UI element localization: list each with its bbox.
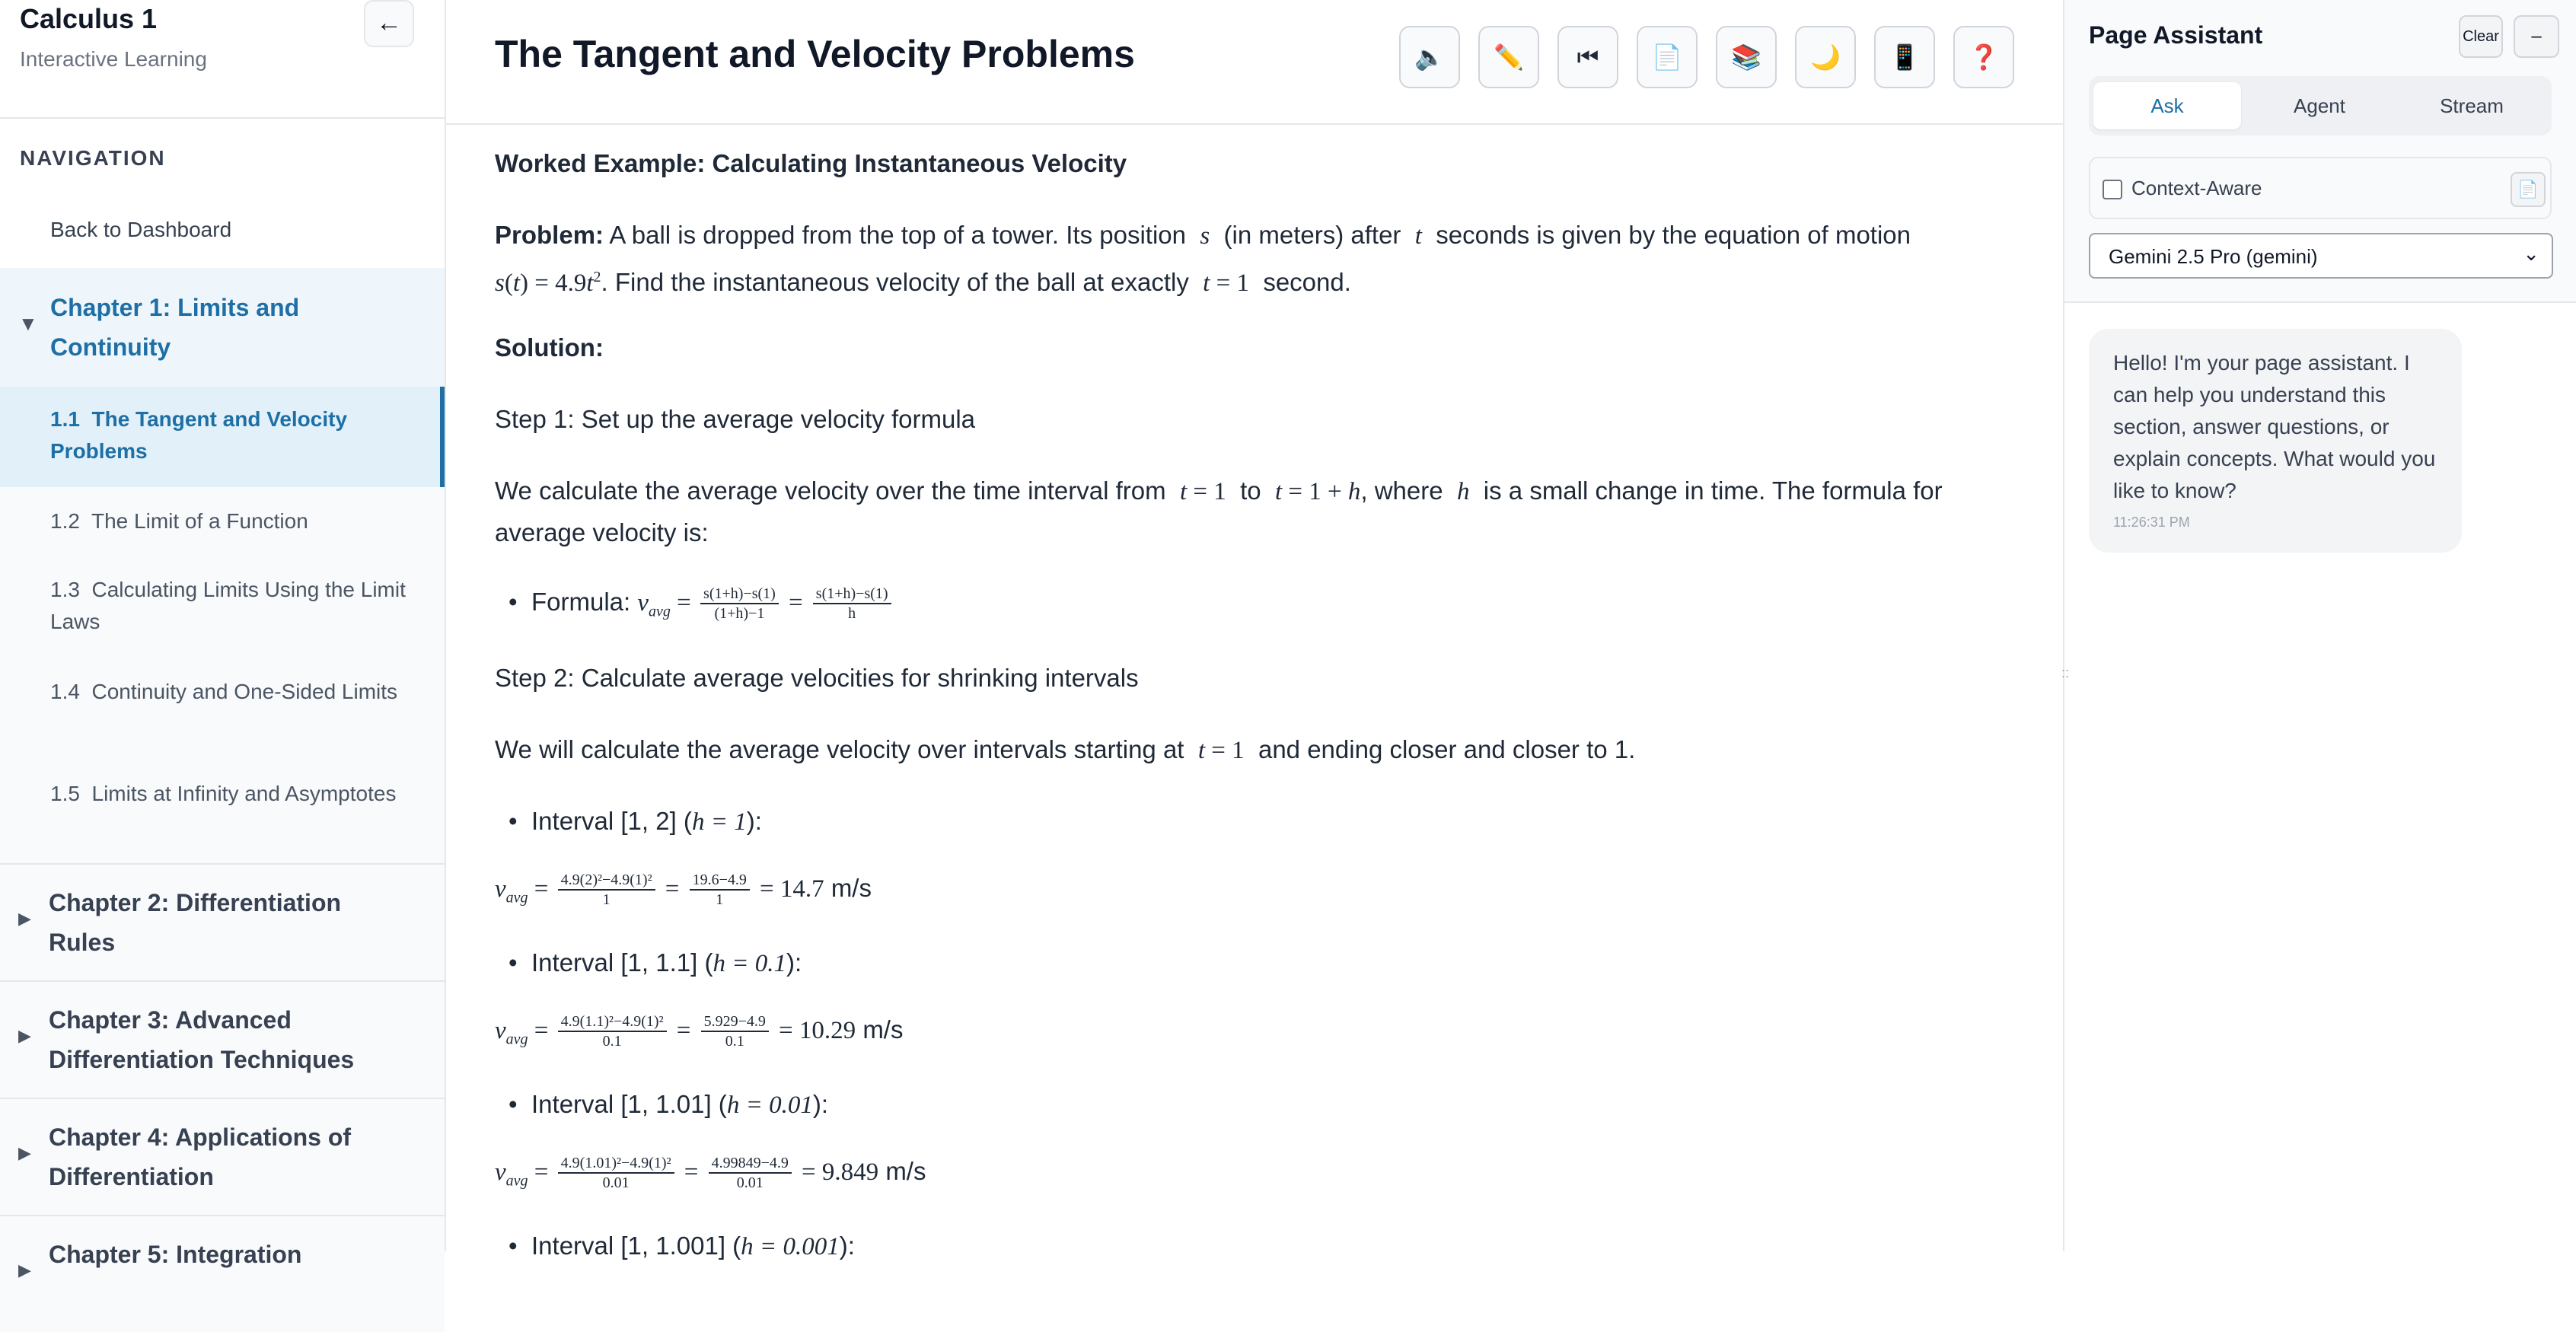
chevron-down-icon: ⌄ (2523, 242, 2539, 265)
sidebar-item-section-1-4[interactable] (0, 658, 445, 760)
collapse-sidebar-button[interactable] (364, 0, 414, 47)
chapter-1-title: Chapter 1: Limits and Continuity (50, 294, 300, 361)
interval-computation: $v_{avg}$ = $\frac{\text{4.9(2)²−4.9(1)²}}{1}$ = $\frac{19.6-4.9}{1}$ = 14.7 m/s (495, 872, 872, 909)
step-1-heading: Step 1: Set up the average velocity formula (495, 405, 976, 433)
caret-right-icon: ▶ (18, 1026, 31, 1045)
arrow-left-icon: ← (376, 8, 402, 37)
sidebar-item-section-1-2[interactable] (0, 487, 445, 556)
sidebar-item-section-1-3[interactable] (0, 556, 445, 658)
section-title: Continuity and One-Sided Limits (91, 680, 398, 703)
app-title: Calculus 1 (20, 3, 158, 34)
main-content (446, 0, 2063, 1260)
page-assistant-panel (2063, 0, 2576, 1251)
assistant-message-text: Hello! I'm your page assistant. I can help you understand this section, answer questions, or explain concepts. What would you like to know? (2113, 351, 2436, 502)
section-title: Calculating Limits Using the Limit Laws (50, 578, 406, 633)
model-select-value: Gemini 2.5 Pro (gemini) (2109, 245, 2318, 268)
section-title: Limits at Infinity and Asymptotes (91, 782, 397, 805)
attach-document-button[interactable] (2511, 172, 2546, 207)
interval-bullet: • Interval [1, 2] (h = 1): (495, 801, 2017, 843)
rewind-icon: ⏮ (1577, 43, 1599, 71)
main-header (446, 0, 2063, 125)
mobile-view-button[interactable] (1874, 26, 1935, 88)
average-velocity-paragraph: We calculate the average velocity over the time interval from t = 1 to t = 1 + h, where h is a small change in time. The formula for average velocity is: (495, 476, 1943, 547)
assistant-header (2064, 0, 2576, 303)
resize-handle[interactable]: :: (2061, 665, 2070, 680)
context-aware-checkbox[interactable] (2103, 180, 2122, 199)
model-select[interactable] (2089, 233, 2553, 279)
section-number: 1.4 (50, 680, 80, 703)
assistant-tabs (2089, 76, 2552, 135)
chapter-3-toggle[interactable] (0, 980, 445, 1098)
chapter-4-title: Chapter 4: Applications of Differentiation (49, 1123, 352, 1190)
section-number: 1.1 (50, 407, 80, 431)
caret-right-icon: ▶ (18, 1260, 31, 1279)
rewind-button[interactable] (1557, 26, 1618, 88)
chapter-2-toggle[interactable] (0, 863, 445, 980)
sidebar-item-section-1-1[interactable] (0, 387, 445, 487)
chapter-5-title: Chapter 5: Integration (49, 1241, 302, 1268)
help-icon: ❓ (1969, 43, 1999, 71)
caret-down-icon: ▼ (18, 312, 38, 335)
problem-paragraph: Problem: A ball is dropped from the top of a tower. Its position s (in meters) after t seconds is given by the equation of motion $s(t) = 4.9t^2$. Find the instantaneous velocity of the ball at exactly t = 1 second. (495, 221, 1911, 297)
step-2-heading: Step 2: Calculate average velocities for shrinking intervals (495, 664, 1139, 692)
context-aware-row (2089, 157, 2552, 219)
help-button[interactable] (1953, 26, 2014, 88)
chapter-3-title: Chapter 3: Advanced Differentiation Techniques (49, 1006, 355, 1073)
resources-button[interactable] (1716, 26, 1777, 88)
context-aware-label: Context-Aware (2131, 177, 2262, 199)
books-icon: 📚 (1731, 43, 1761, 71)
interval-bullet: • Interval [1, 1.01] (h = 0.01): (495, 1084, 2017, 1126)
interval-computation: $v_{avg}$ = $\frac{\text{4.9(1.01)²−4.9(1)²}}{0.01}$ = $\frac{4.99849-4.9}{0.01}$ = 9.849 m/s (495, 1155, 926, 1192)
caret-right-icon: ▶ (18, 909, 31, 928)
worked-example-heading: Worked Example: Calculating Instantaneous Velocity (495, 149, 1127, 177)
document-button[interactable] (1637, 26, 1698, 88)
caret-right-icon: ▶ (18, 1143, 31, 1162)
chapter-4-toggle[interactable] (0, 1098, 445, 1215)
speaker-icon: 🔈 (1414, 43, 1445, 71)
chapter-1-toggle[interactable] (0, 268, 445, 387)
sidebar (0, 0, 446, 1279)
formula-bullet: • Formula: $v_{avg}$ = $\frac{s(1+h)-s(1)}{(1+h)-1}$ = $\frac{s(1+h)-s(1)}{h}$ (495, 582, 2017, 633)
solution-label: Solution: (495, 333, 604, 362)
tab-stream[interactable]: Stream (2440, 94, 2504, 117)
page-title: The Tangent and Velocity Problems (495, 33, 1135, 75)
clear-button[interactable]: Clear (2459, 15, 2503, 58)
document-icon: 📄 (2517, 180, 2539, 199)
chapter-5-toggle[interactable] (0, 1215, 445, 1332)
app-subtitle: Interactive Learning (20, 47, 207, 71)
interval-bullet: • Interval [1, 1.001] (h = 0.001): (495, 1225, 2017, 1267)
assistant-title: Page Assistant (2089, 21, 2263, 49)
device-icon: 📱 (1889, 43, 1920, 71)
message-timestamp: 11:26:31 PM (2113, 515, 2190, 530)
interval-bullet: • Interval [1, 1.1] (h = 0.1): (495, 942, 2017, 984)
section-number: 1.5 (50, 782, 80, 805)
section-number: 1.3 (50, 578, 80, 601)
pencil-icon: ✏️ (1494, 43, 1524, 71)
back-to-dashboard-link[interactable]: Back to Dashboard (50, 218, 232, 241)
dark-mode-button[interactable] (1795, 26, 1856, 88)
tab-agent[interactable]: Agent (2294, 94, 2345, 117)
annotate-button[interactable] (1478, 26, 1539, 88)
document-icon: 📄 (1652, 43, 1682, 71)
assistant-message (2089, 329, 2462, 553)
sidebar-header (0, 0, 445, 119)
chapter-2-title: Chapter 2: Differentiation Rules (49, 889, 342, 956)
minimize-button[interactable]: – (2514, 15, 2559, 58)
tab-ask[interactable]: Ask (2093, 82, 2241, 129)
interval-computation: $v_{avg}$ = $\frac{\text{4.9(1.1)²−4.9(1)²}}{0.1}$ = $\frac{5.929-4.9}{0.1}$ = 10.29 m/s (495, 1013, 904, 1050)
shrinking-intervals-paragraph: We will calculate the average velocity over intervals starting at t = 1 and ending closer and closer to 1. (495, 735, 1636, 764)
sidebar-item-section-1-5[interactable] (0, 760, 445, 863)
section-title: The Tangent and Velocity Problems (50, 407, 348, 463)
navigation-label: NAVIGATION (20, 146, 166, 170)
section-number: 1.2 (50, 509, 80, 533)
section-title: The Limit of a Function (91, 509, 308, 533)
read-aloud-button[interactable] (1399, 26, 1460, 88)
moon-icon: 🌙 (1810, 43, 1841, 71)
